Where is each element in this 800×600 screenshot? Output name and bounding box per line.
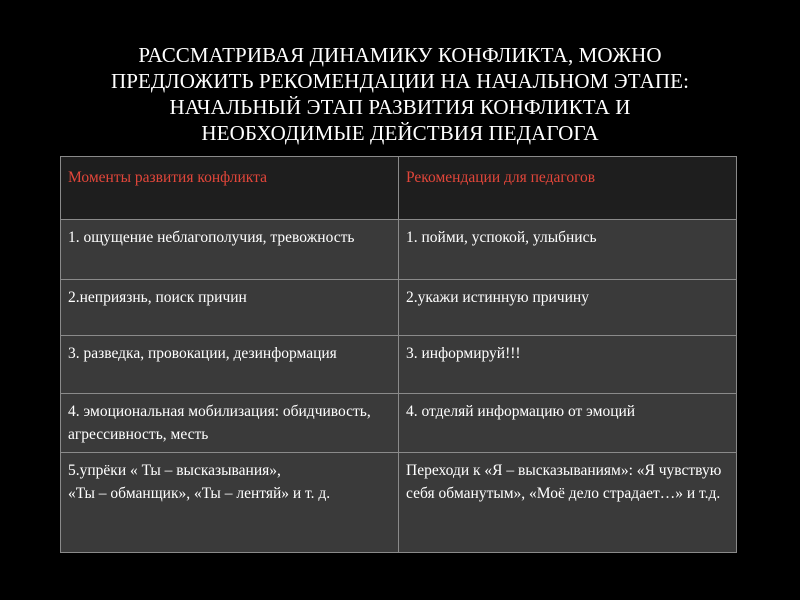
table-cell: 3. разведка, провокации, дезинформация bbox=[61, 336, 399, 394]
table-row bbox=[61, 394, 737, 453]
table-cell: Переходи к «Я – высказываниям»: «Я чувствую себя обманутым», «Моё дело страдает…» и т.д. bbox=[399, 453, 737, 553]
cell-text-line: «Ты – обманщик», «Ты – лентяй» и т. д. bbox=[68, 485, 331, 502]
table-cell: 1. ощущение неблагополучия, тревожность bbox=[61, 220, 399, 280]
cell-text-line: 5.упрёки « Ты – высказывания», bbox=[68, 462, 281, 479]
table-cell: 2.неприязнь, поиск причин bbox=[61, 280, 399, 336]
table-cell: 1. пойми, успокой, улыбнись bbox=[399, 220, 737, 280]
table-header-row bbox=[61, 157, 737, 220]
title-line-3: НАЧАЛЬНЫЙ ЭТАП РАЗВИТИЯ КОНФЛИКТА И bbox=[169, 95, 631, 119]
table-row bbox=[61, 453, 737, 553]
table-row bbox=[61, 280, 737, 336]
title-line-1: РАССМАТРИВАЯ ДИНАМИКУ КОНФЛИКТА, МОЖНО bbox=[138, 43, 662, 67]
title-line-2: ПРЕДЛОЖИТЬ РЕКОМЕНДАЦИИ НА НАЧАЛЬНОМ ЭТАПЕ: bbox=[110, 69, 690, 93]
table-cell: 2.укажи истинную причину bbox=[399, 280, 737, 336]
table-cell: 4. отделяй информацию от эмоций bbox=[399, 394, 737, 453]
header-cell-recommendations: Рекомендации для педагогов bbox=[399, 157, 737, 220]
table-row bbox=[61, 220, 737, 280]
table-row bbox=[61, 336, 737, 394]
slide-title bbox=[40, 42, 760, 146]
table-cell bbox=[61, 453, 399, 553]
table-cell: 4. эмоциональная мобилизация: обидчивость, агрессивность, месть bbox=[61, 394, 399, 453]
title-line-4: НЕОБХОДИМЫЕ ДЕЙСТВИЯ ПЕДАГОГА bbox=[201, 121, 599, 145]
header-cell-moments: Моменты развития конфликта bbox=[61, 157, 399, 220]
recommendations-table bbox=[60, 156, 737, 553]
table-cell: 3. информируй!!! bbox=[399, 336, 737, 394]
